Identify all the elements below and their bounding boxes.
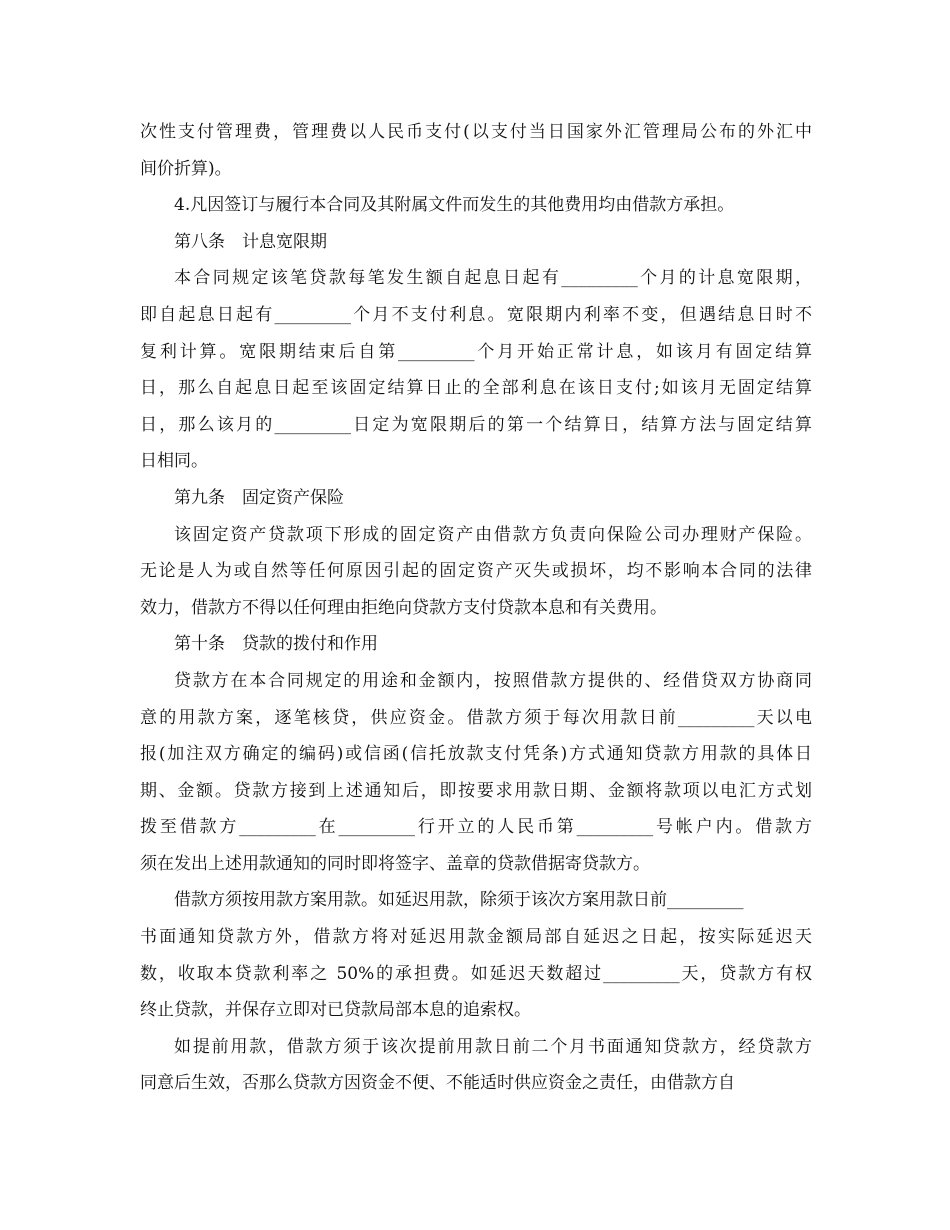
text-line: 本合同规定该笔贷款每笔发生额自起息日起有_________个月的计息宽限期， [174, 268, 812, 289]
text-line: 无论是人为或自然等任何原因引起的固定资产灭失或损坏，均不影响本合同的法律 [140, 561, 812, 582]
text-line: 日，那么该月的_________日定为宽限期后的第一个结算日，结算方法与固定结算 [140, 414, 812, 435]
section-heading: 第十条 贷款的拨付和作用 [174, 634, 378, 655]
text-line: 复利计算。宽限期结束后自第_________个月开始正常计息，如该月有固定结算 [140, 341, 812, 362]
text-line: 次性支付管理费，管理费以人民币支付(以支付当日国家外汇管理局公布的外汇中 [140, 122, 812, 142]
text-line: 同意后生效，否那么贷款方因资金不便、不能适时供应资金之责任，由借款方自 [140, 1073, 735, 1094]
text-line: 间价折算)。 [140, 158, 232, 179]
text-line: 日相同。 [140, 451, 208, 472]
text-line: 意的用款方案，逐笔核贷，供应资金。借款方须于每次用款日前_________天以电 [140, 707, 812, 728]
text-line: 该固定资产贷款项下形成的固定资产由借款方负责向保险公司办理财产保险。 [174, 524, 812, 545]
text-line: 报(加注双方确定的编码)或信函(信托放款支付凭条)方式通知贷款方用款的具体日 [140, 744, 812, 765]
text-line: 借款方须按用款方案用款。如延迟用款，除须于该次方案用款日前_________ [174, 890, 744, 911]
text-line: 效力，借款方不得以任何理由拒绝向贷款方支付贷款本息和有关费用。 [140, 597, 667, 618]
section-heading: 第九条 固定资产保险 [174, 487, 344, 508]
text-line: 贷款方在本合同规定的用途和金额内，按照借款方提供的、经借贷双方协商同 [174, 670, 812, 691]
text-line: 终止贷款，并保存立即对已贷款局部本息的追索权。 [140, 1000, 531, 1021]
section-heading: 第八条 计息宽限期 [174, 231, 327, 252]
text-line: 拨至借款方_________在_________行开立的人民币第_________号帐户内。借款方 [140, 817, 812, 838]
text-line: 日，那么自起息日起至该固定结算日止的全部利息在该日支付;如该月无固定结算 [140, 378, 812, 399]
text-line: 数，收取本贷款利率之 50%的承担费。如延迟天数超过_________天，贷款方有权 [140, 963, 812, 984]
text-line: 即自起息日起有_________个月不支付利息。宽限期内利率不变，但遇结息日时不 [140, 304, 812, 325]
text-line: 须在发出上述用款通知的同时即将签字、盖章的贷款借据寄贷款方。 [140, 853, 650, 874]
text-line: 如提前用款，借款方须于该次提前用款日前二个月书面通知贷款方，经贷款方 [174, 1036, 812, 1057]
text-line: 4.凡因签订与履行本合同及其附属文件而发生的其他费用均由借款方承担。 [174, 195, 735, 216]
document-body [140, 114, 812, 1102]
text-line: 书面通知贷款方外，借款方将对延迟用款金额局部自延迟之日起，按实际延迟天 [140, 927, 812, 948]
text-line: 期、金额。贷款方接到上述通知后，即按要求用款日期、金额将款项以电汇方式划 [140, 780, 812, 801]
